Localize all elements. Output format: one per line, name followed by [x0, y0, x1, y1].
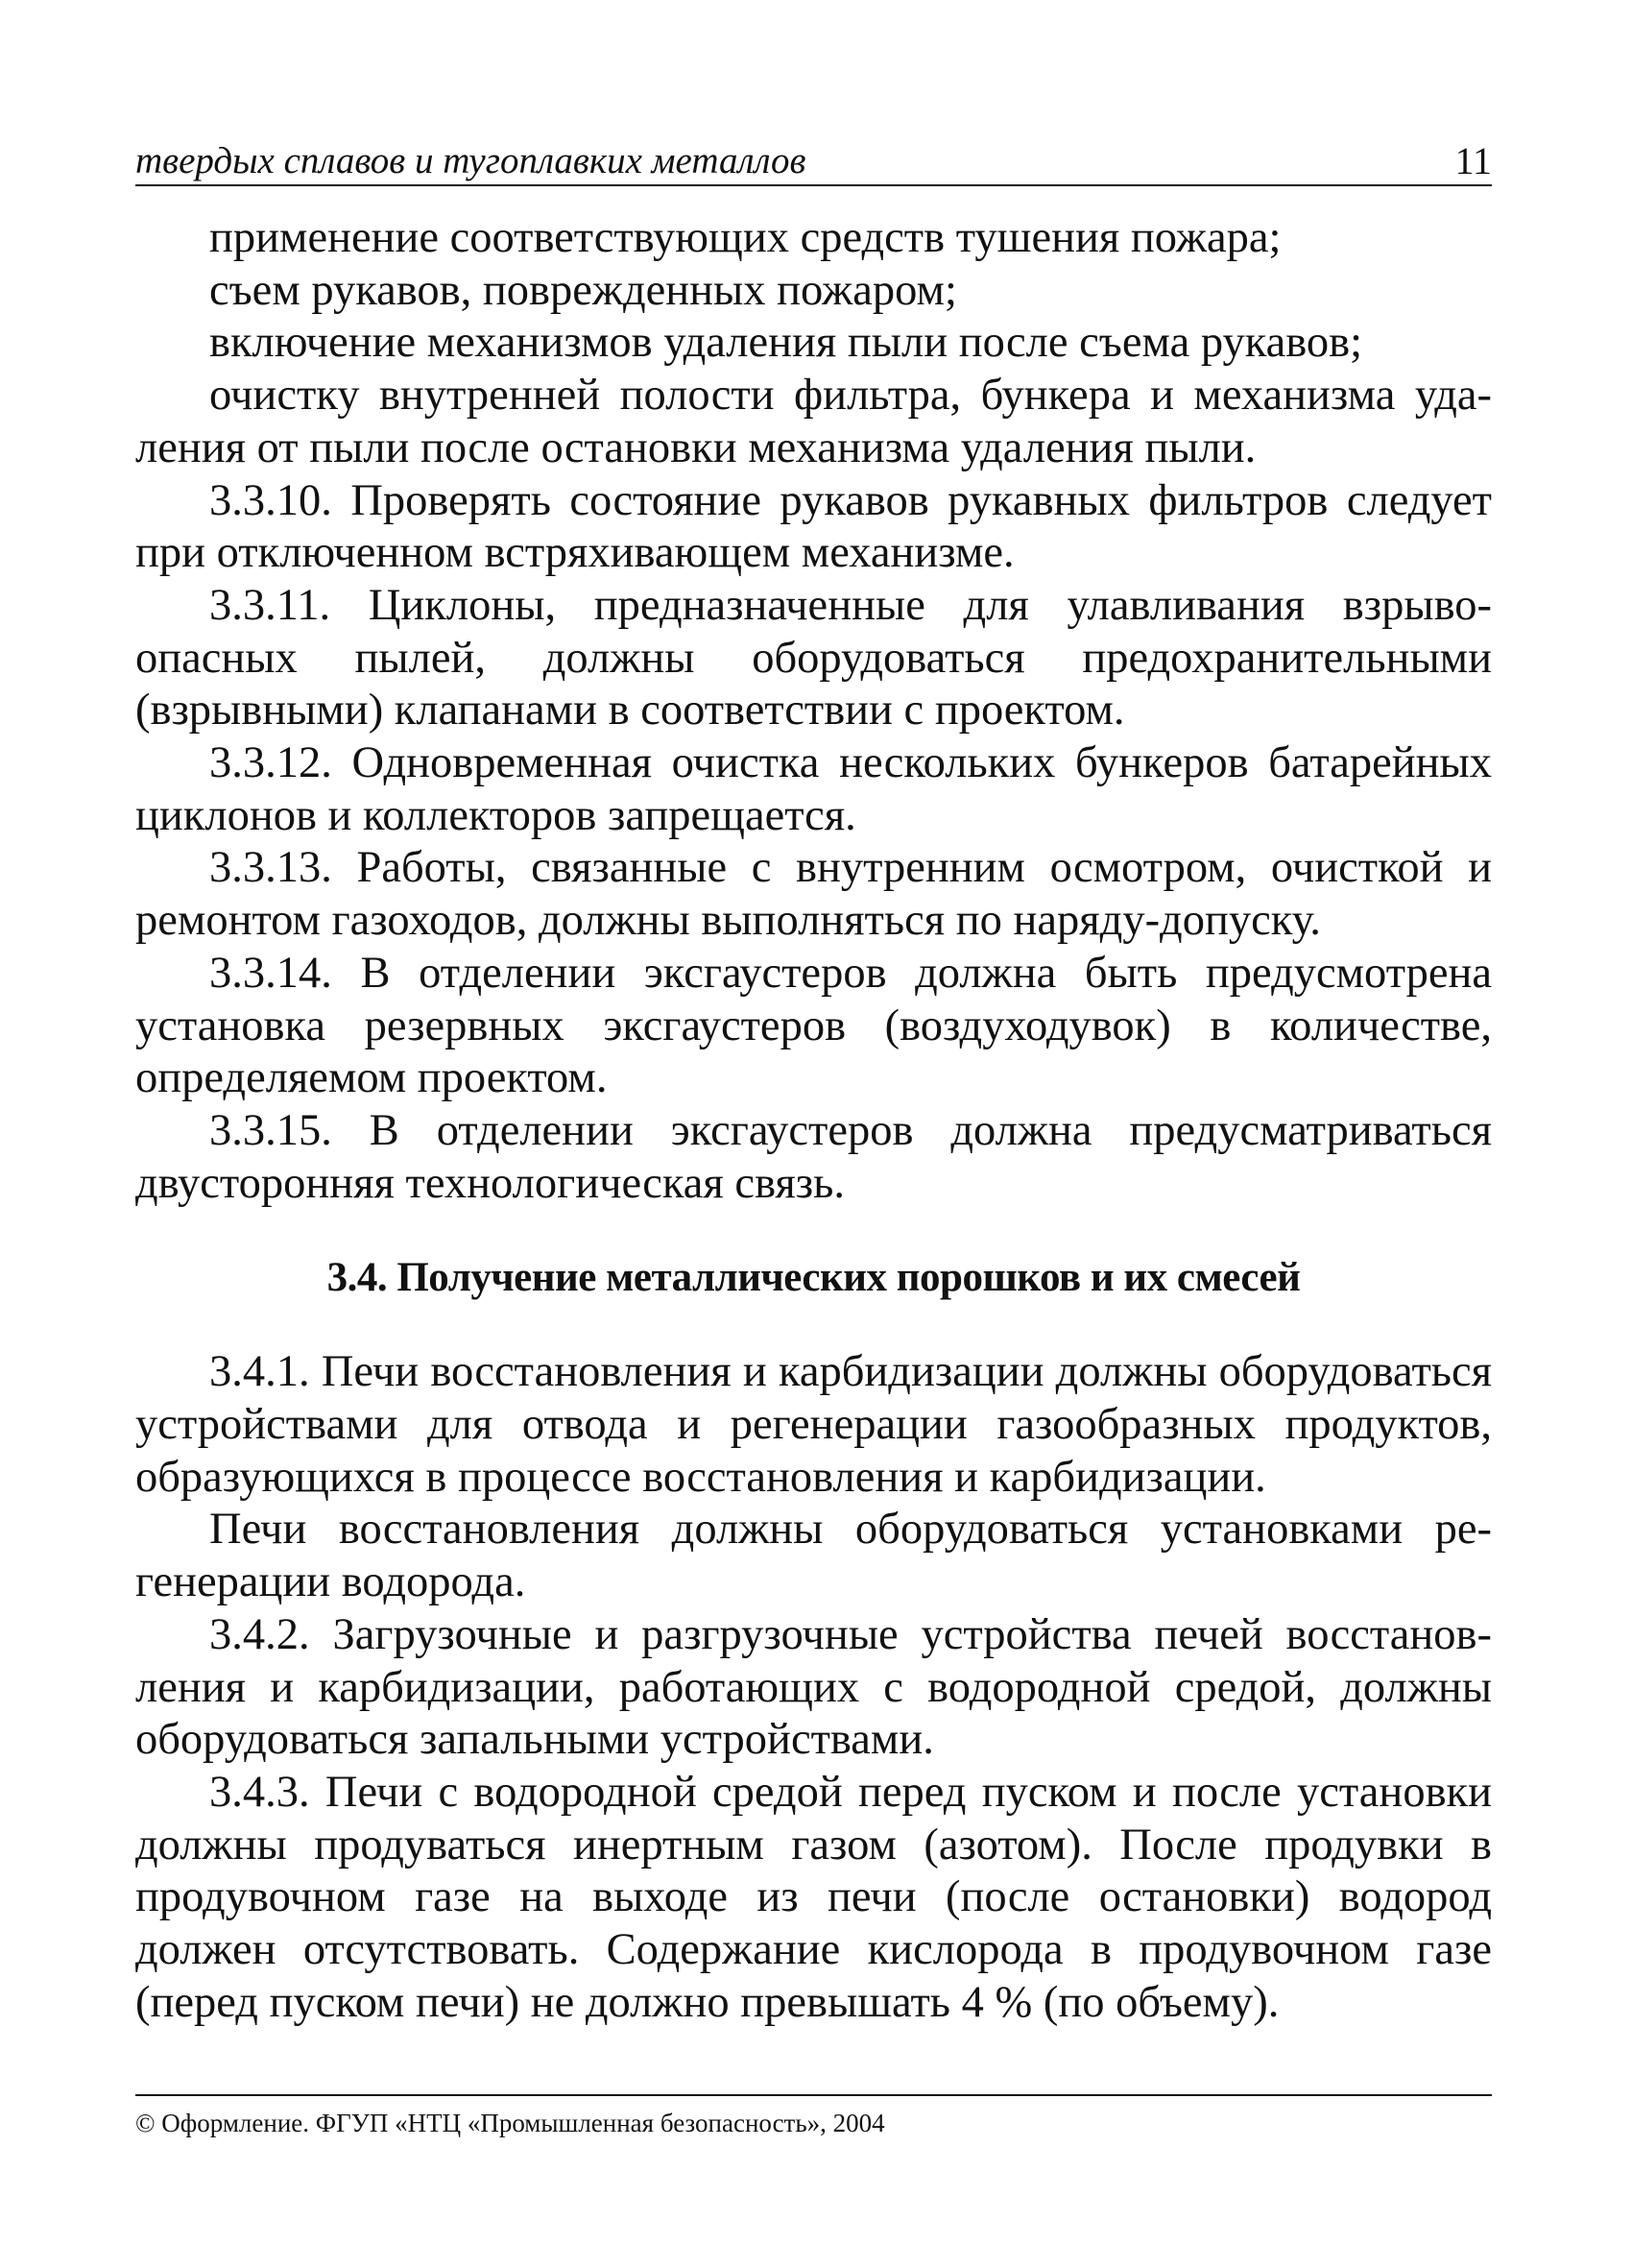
paragraph: 3.4.1. Печи восстановления и карбидизации должны оборудоваться устройствами для отвода и регенерации газообразных продуктов, образующихся в процессе восстановления и карбидизации. [135, 1347, 1492, 1502]
paragraph: 3.3.10. Проверять состояние рукавов рукавных фильтров следует при отключенном встряхивающем механизме. [135, 475, 1492, 578]
body-text [135, 212, 1492, 2030]
paragraph: 3.4.2. Загрузочные и разгрузочные устройства печей восстановления и карбидизации, работающих с водородной средой, должны оборудоваться запальными устройствами. [135, 1609, 1492, 1765]
footer-divider [135, 2094, 1492, 2096]
paragraph: применение соответствующих средств тушения пожара; [209, 213, 1282, 262]
paragraph: включение механизмов удаления пыли после съема рукавов; [209, 318, 1363, 368]
paragraph: 3.3.15. В отделении эксгаустеров должна предусматриваться двусторонняя технологическая связь. [135, 1105, 1492, 1208]
paragraph: 3.3.13. Работы, связанные с внутренним осмотром, очисткой и ремонтом газоходов, должны выполняться по наряду-допуску. [135, 843, 1492, 946]
paragraph: съем рукавов, поврежденных пожаром; [209, 265, 957, 315]
page-number: 11 [1454, 139, 1492, 182]
running-header [135, 134, 1492, 186]
paragraph: 3.4.3. Печи с водородной средой перед пуском и после установки должны продуваться инертным газом (азотом). После продувки в продувочном газе на выходе из печи (после остановки) водород должен отсутствовать. Содержание кислорода в продувочном газе (перед пуском печи) не должно превышать 4 % (по объему). [135, 1767, 1492, 2027]
paragraph: 3.3.11. Циклоны, предназначенные для улавливания взрывоопасных пылей, должны оборудоваться предохранительными (взрывными) клапанами в соответствии с проектом. [135, 580, 1492, 736]
section-heading: 3.4. Получение металлических порошков и их смесей [326, 1255, 1301, 1301]
paragraph: очистку внутренней полости фильтра, бункера и механизма удаления от пыли после остановки механизма удаления пыли. [135, 371, 1492, 472]
paragraph: Печи восстановления должны оборудоваться установками регенерации водорода. [135, 1505, 1492, 1607]
running-title: твердых сплавов и тугоплавких металлов [135, 140, 806, 181]
paragraph: 3.3.14. В отделении эксгаустеров должна быть предусмотрена установка резервных эксгаустеров (воздуходувок) в количестве, определяемом проектом. [135, 948, 1492, 1103]
footer-copyright: © Оформление. ФГУП «НТЦ «Промышленная безопасность», 2004 [135, 2109, 885, 2137]
paragraph: 3.3.12. Одновременная очистка нескольких бункеров батарейных циклонов и коллекторов запрещается. [135, 738, 1492, 840]
